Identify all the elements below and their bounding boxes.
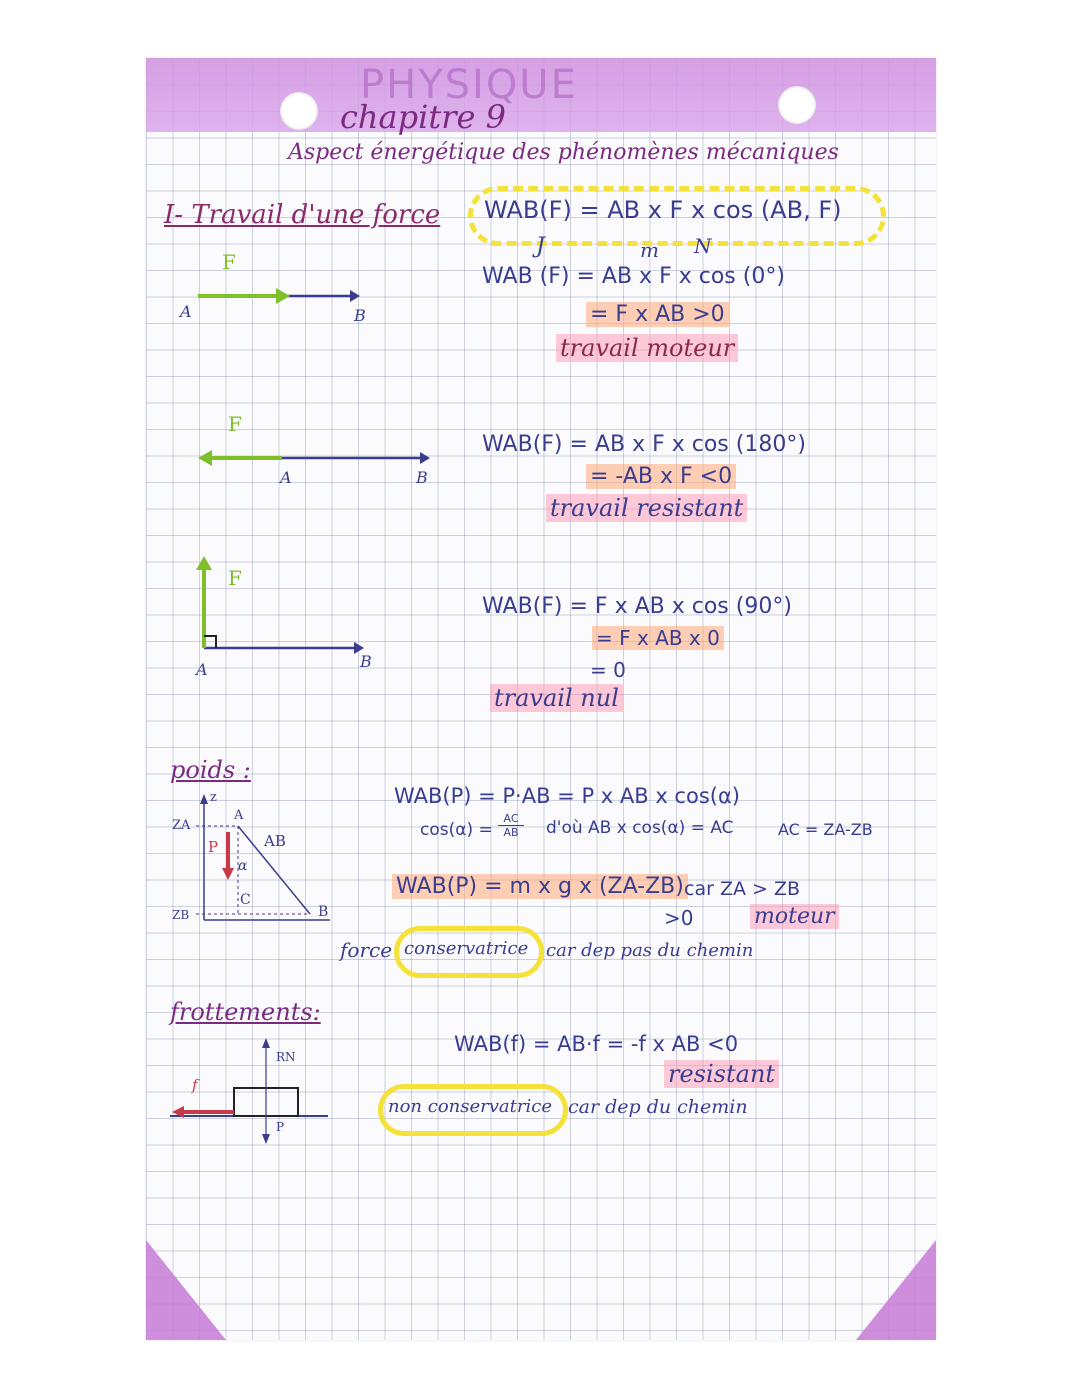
poids-line2a: cos(α) = — [420, 820, 493, 840]
case3-line3: = 0 — [590, 658, 626, 682]
poids-fraction — [498, 812, 524, 839]
poids-line2b: d'où AB x cos(α) = AC — [546, 818, 734, 838]
poids-p-label: P — [208, 838, 219, 856]
frottements-p-label: P — [276, 1120, 285, 1134]
case2-vector-label: F — [228, 412, 242, 436]
poids-ab-label: AB — [264, 832, 286, 850]
frottements-f-label: f — [192, 1076, 198, 1094]
chapter-title: chapitre 9 — [340, 98, 506, 136]
case2-result: travail resistant — [546, 494, 747, 522]
case3-diagram — [190, 548, 390, 658]
fraction-denominator: AB — [503, 826, 519, 839]
force-arrow-icon — [276, 288, 290, 304]
poids-line2c: AC = ZA-ZB — [778, 820, 873, 839]
unit-joule: J — [536, 234, 545, 259]
fraction-numerator: AC — [498, 812, 524, 826]
poids-a-label: A — [234, 808, 244, 823]
case3-result: travail nul — [490, 684, 623, 712]
frottements-line3b: car dep du chemin — [568, 1096, 748, 1118]
corner-bottom-right — [856, 1240, 936, 1340]
poids-alpha-label: α — [238, 858, 248, 874]
binder-hole-left — [280, 92, 318, 130]
poids-za-label: ZA — [172, 818, 191, 833]
case1-line1: WAB (F) = AB x F x cos (0°) — [482, 264, 785, 289]
work-formula: WAB(F) = AB x F x cos (AB, F) — [484, 196, 842, 224]
unit-newton: N — [694, 234, 712, 258]
frottements-title: frottements: — [170, 998, 321, 1026]
poids-line5a: force — [340, 938, 393, 962]
case2-point-b: B — [416, 468, 428, 487]
case2-point-a: A — [280, 468, 292, 487]
binder-hole-right — [778, 86, 816, 124]
z-arrow-icon — [200, 794, 208, 804]
poids-line4b: moteur — [750, 904, 839, 929]
frottements-rn-label: RN — [276, 1050, 296, 1064]
section-title: I- Travail d'une force — [164, 200, 441, 230]
poids-b-label: B — [318, 904, 329, 920]
subject-title: PHYSIQUE — [360, 62, 578, 108]
poids-line5c: car dep pas du chemin — [546, 940, 754, 961]
poids-c-label: C — [240, 892, 251, 908]
poids-title: poids : — [170, 756, 251, 784]
case1-diagram — [170, 250, 390, 340]
p-arrow-icon — [262, 1134, 270, 1144]
poids-line3: WAB(P) = m x g x (ZA-ZB) — [392, 874, 688, 899]
chapter-subtitle: Aspect énergétique des phénomènes mécaniques — [288, 140, 839, 165]
case3-line1: WAB(F) = F x AB x cos (90°) — [482, 594, 792, 619]
poids-zb-label: ZB — [172, 908, 190, 922]
arrow-b-icon — [420, 452, 430, 464]
case3-line2: = F x AB x 0 — [592, 626, 724, 650]
poids-z-label: z — [210, 790, 217, 805]
frottements-line1: WAB(f) = AB·f = -f x AB <0 — [454, 1032, 739, 1056]
case1-point-a: A — [180, 302, 192, 321]
weight-arrow-icon — [222, 868, 234, 880]
case1-result: travail moteur — [556, 334, 738, 362]
poids-line3b: car ZA > ZB — [684, 878, 801, 900]
unit-metre: m — [640, 238, 659, 262]
case3-vector-label: F — [228, 566, 242, 590]
case1-point-b: B — [354, 306, 366, 325]
arrow-b-icon — [350, 290, 360, 302]
force-arrow-icon — [196, 556, 212, 570]
corner-bottom-left — [146, 1240, 226, 1340]
frottements-line3a: non conservatrice — [388, 1096, 552, 1117]
poids-line5b: conservatrice — [404, 938, 529, 959]
rn-arrow-icon — [262, 1038, 270, 1048]
case3-point-a: A — [196, 660, 208, 679]
case2-line2: = -AB x F <0 — [586, 464, 736, 489]
poids-line1: WAB(P) = P·AB = P x AB x cos(α) — [394, 784, 740, 808]
case2-diagram — [190, 436, 440, 496]
frottements-line2: resistant — [664, 1060, 779, 1088]
poids-line4a: >0 — [664, 906, 694, 930]
case2-line1: WAB(F) = AB x F x cos (180°) — [482, 432, 806, 457]
case1-vector-label: F — [222, 250, 236, 274]
case1-line2: = F x AB >0 — [586, 302, 729, 327]
case3-point-b: B — [360, 652, 372, 671]
force-arrow-icon — [198, 450, 212, 466]
